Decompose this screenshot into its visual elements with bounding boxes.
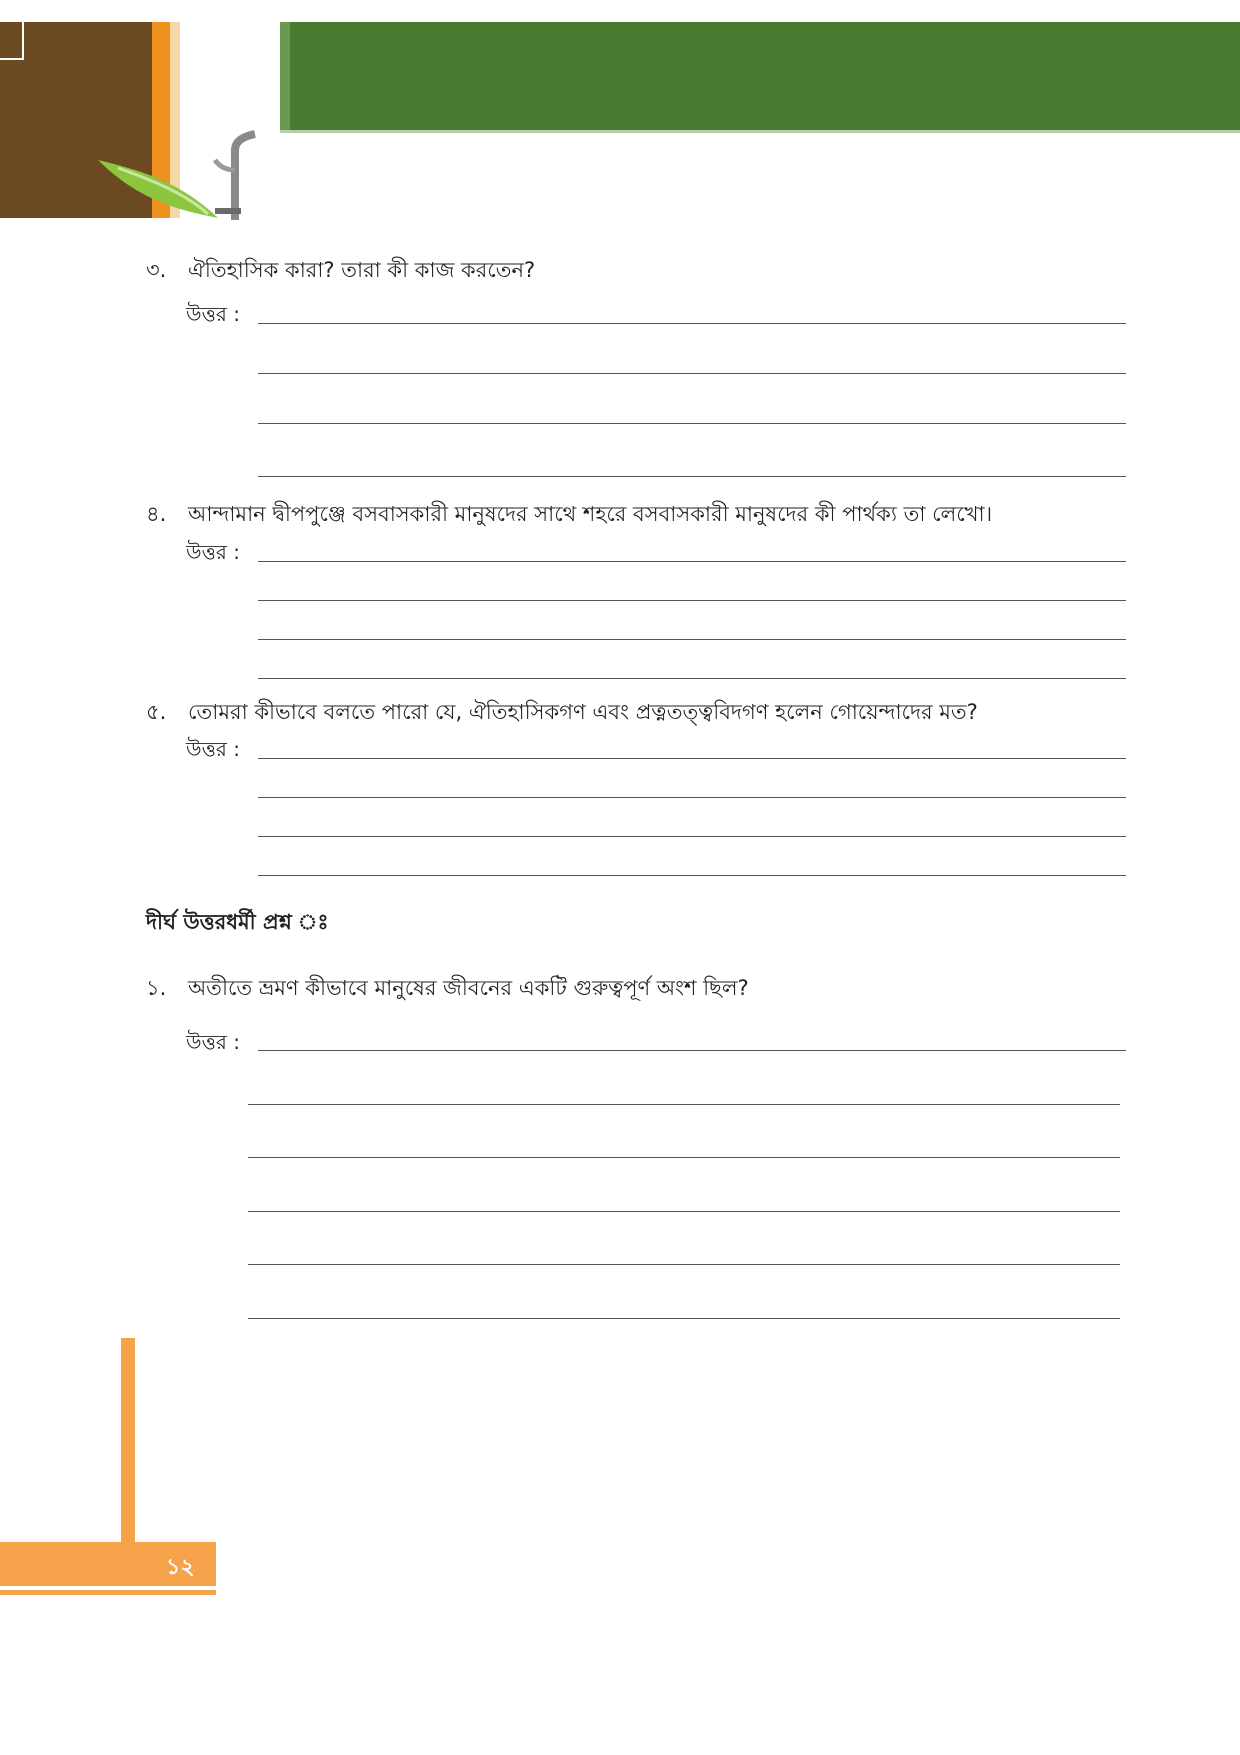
answer-line[interactable] — [258, 600, 1126, 601]
question-text: ঐতিহাসিক কারা? তারা কী কাজ করতেন? — [188, 258, 536, 282]
answer-line[interactable] — [258, 561, 1126, 562]
page-number: ১২ — [166, 1555, 195, 1580]
answer-label: উত্তর : — [186, 737, 240, 761]
answer-line[interactable] — [258, 758, 1126, 759]
answer-line[interactable] — [258, 476, 1126, 477]
answer-line[interactable] — [258, 875, 1126, 876]
answer-line[interactable] — [258, 836, 1126, 837]
question-number: ১. — [146, 976, 167, 1000]
leaf-icon — [98, 160, 218, 218]
question-text: অতীতে ভ্রমণ কীভাবে মানুষের জীবনের একটি গুরুত্বপূর্ণ অংশ ছিল? — [188, 976, 749, 1000]
answer-line[interactable] — [248, 1104, 1120, 1105]
header-green-shadow — [280, 130, 1240, 133]
answer-line[interactable] — [258, 323, 1126, 324]
answer-label: উত্তর : — [186, 302, 240, 326]
header-green-banner — [290, 22, 1240, 130]
question-text: আন্দামান দ্বীপপুঞ্জে বসবাসকারী মানুষদের সাথে শহরে বসবাসকারী মানুষদের কী পার্থক্য তা লেখো। — [188, 502, 993, 526]
answer-label: উত্তর : — [186, 540, 240, 564]
answer-line[interactable] — [258, 423, 1126, 424]
answer-line[interactable] — [248, 1318, 1120, 1319]
answer-line[interactable] — [258, 1050, 1126, 1051]
answer-line[interactable] — [258, 797, 1126, 798]
answer-line[interactable] — [258, 373, 1126, 374]
footer-orange-bar — [121, 1338, 135, 1544]
header-green-edge — [280, 22, 290, 130]
question-number: ৪. — [146, 502, 167, 526]
answer-line[interactable] — [248, 1211, 1120, 1212]
sprout-icon — [205, 130, 265, 220]
answer-line[interactable] — [258, 639, 1126, 640]
section-title: দীর্ঘ উত্তরধর্মী প্রশ্ন ঃ — [146, 910, 329, 934]
footer-underline — [0, 1590, 216, 1595]
question-number: ৩. — [146, 258, 167, 282]
header-corner-mark — [0, 22, 24, 60]
answer-line[interactable] — [258, 678, 1126, 679]
answer-line[interactable] — [248, 1264, 1120, 1265]
question-text: তোমরা কীভাবে বলতে পারো যে, ঐতিহাসিকগণ এবং প্রত্নতত্ত্ববিদগণ হলেন গোয়েন্দাদের মত? — [188, 700, 978, 724]
question-number: ৫. — [146, 700, 167, 724]
answer-line[interactable] — [248, 1157, 1120, 1158]
answer-label: উত্তর : — [186, 1030, 240, 1054]
